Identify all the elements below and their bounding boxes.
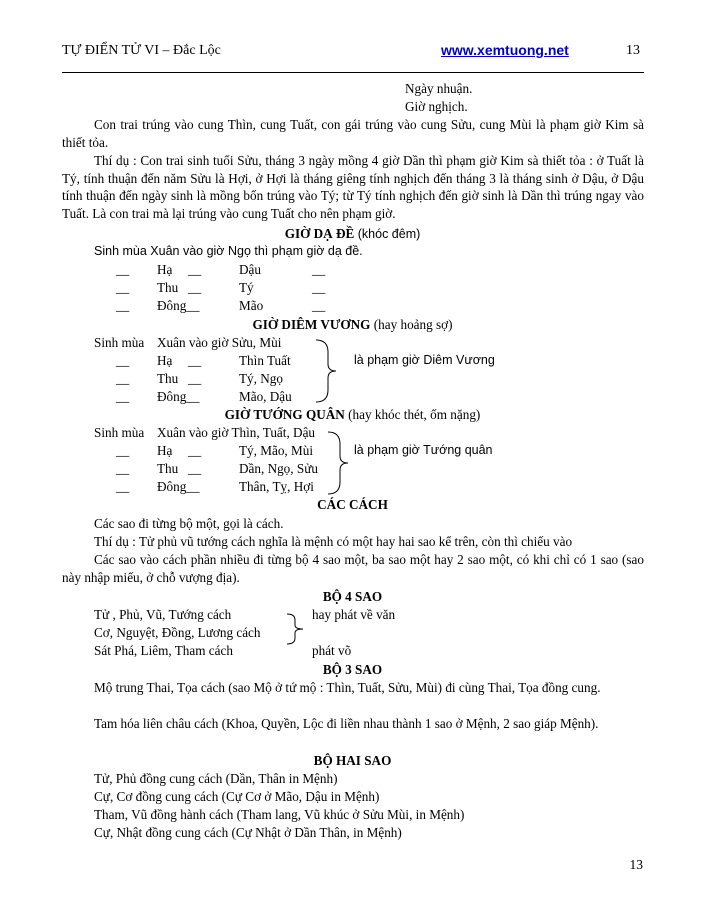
bo-4-sao-row: Tử , Phủ, Vũ, Tướng cách [94,607,232,622]
bo-hai-sao-row: Cự, Nhật đồng cung cách (Cự Nhật ở Dần Thân, in Mệnh) [94,825,402,840]
row-dash: __ [116,262,130,277]
section-title: GIỜ DẠ ĐỀ [284,226,355,241]
row-season: Thu [157,371,179,386]
section-bo-4-sao-heading: BỘ 4 SAO [322,589,383,604]
row-hour: Dần, Ngọ, Sửu [239,461,318,476]
row-dash: __ [116,353,130,368]
section-subtitle: (hay hoảng sợ) [370,317,453,332]
section-bo-3-sao-heading: BỘ 3 SAO [322,662,383,677]
diem-vuong-brace [314,338,338,404]
row-dash: __ [188,443,202,458]
row-hour: Tý [239,280,254,295]
row-season: Hạ [157,353,173,368]
row-dash: __ [312,262,326,277]
row-hour: Tý, Mão, Mùi [239,443,313,458]
row-season: Đông__ [157,479,200,494]
top-line-1: Ngày nhuận. [405,81,473,96]
diem-vuong-lead-b: Xuân vào giờ Sửu, Mùi [157,335,282,350]
section-title: GIỜ DIÊM VƯƠNG [252,317,371,332]
section-diem-vuong-heading [0,316,705,333]
row-dash: __ [188,353,202,368]
row-dash: __ [312,280,326,295]
row-season: Thu [157,461,179,476]
cac-cach-p3: Các sao vào cách phần nhiều đi từng bộ 4 sao một, ba sao một hay 2 sao một, có khi chỉ có 1 sao (sao này nhập miếu, ở chỗ vượng địa). [62,552,644,585]
row-season: Thu [157,280,179,295]
section-tuong-quan-heading [0,406,705,423]
bo-4-sao-brace [285,612,307,646]
row-hour: Mão, Dậu [239,389,292,404]
bo-4-sao-row: Cơ, Nguyệt, Đồng, Lương cách [94,625,261,640]
row-dash: __ [188,461,202,476]
diem-vuong-note: là phạm giờ Diêm Vương [354,353,495,367]
header-rule [62,72,644,73]
row-dash: __ [188,371,202,386]
row-dash: __ [116,479,130,494]
paragraph-example: Thí dụ : Con trai sinh tuổi Sửu, tháng 3 ngày mồng 4 giờ Dần thì phạm giờ Kim sà thiết tỏa : ở Tuất là Tý, tính thuận đến năm Sửu là Hợi, ở Hợi là tháng giêng tính nghịch đến tháng 3 là tháng sinh ở Dậu, ở Dậu tính thuận đến ngày sinh là mồng bốn trúng vào Tý; từ Tý tính nghịch đến giờ sinh là Dần thì trúng ngay vào Tuất. Là con trai mà lại trúng vào cung Tuất cho nên phạm giờ. [62,153,644,221]
row-season: Đông__ [157,389,200,404]
section-subtitle: (khóc đêm) [354,227,421,241]
footer-page-number: 13 [629,857,643,872]
row-hour: Dậu [239,262,261,277]
row-hour: Thân, Tỵ, Hợi [239,479,314,494]
header-page-number: 13 [626,43,640,58]
tuong-quan-note: là phạm giờ Tướng quân [354,443,493,457]
section-subtitle: (hay khóc thét, ốm nặng) [344,407,481,422]
row-dash: __ [116,298,130,313]
row-dash: __ [188,280,202,295]
bo-3-sao-p2: Tam hóa liên châu cách (Khoa, Quyền, Lộc đi liền nhau thành 1 sao ở Mệnh, 2 sao giáp Mệnh). [94,716,599,731]
top-line-2: Giờ nghịch. [405,99,468,114]
row-season: Đông__ [157,298,200,313]
bo-3-sao-p1: Mộ trung Thai, Tọa cách (sao Mộ ở tứ mộ : Thìn, Tuất, Sửu, Mùi) đi cùng Thai, Tọa đồng cung. [94,680,601,695]
section-cac-cach-heading: CÁC CÁCH [317,497,388,512]
row-season: Hạ [157,443,173,458]
row-hour: Mão [239,298,264,313]
diem-vuong-lead-a: Sinh mùa [94,335,145,350]
row-dash: __ [116,280,130,295]
cac-cach-p2: Thí dụ : Tử phủ vũ tướng cách nghĩa là mệnh có một hay hai sao kể trên, còn thì chiếu vào [94,534,573,549]
row-hour: Thìn Tuất [239,353,291,368]
tuong-quan-lead-a: Sinh mùa [94,425,145,440]
row-dash: __ [312,298,326,313]
row-dash: __ [116,443,130,458]
row-hour: Tý, Ngọ [239,371,283,386]
row-dash: __ [188,262,202,277]
row-dash: __ [116,371,130,386]
document-title: TỰ ĐIỂN TỬ VI – Đắc Lộc [62,43,221,58]
row-dash: __ [116,389,130,404]
bo-4-sao-note-van: hay phát về văn [312,607,396,622]
bo-hai-sao-row: Tham, Vũ đồng hành cách (Tham lang, Vũ khúc ở Sửu Mùi, in Mệnh) [94,807,465,822]
website-link[interactable]: www.xemtuong.net [441,42,569,58]
bo-4-sao-row: Sát Phá, Liêm, Tham cách [94,643,233,658]
tuong-quan-brace [326,430,350,496]
bo-hai-sao-row: Tử, Phủ đồng cung cách (Dần, Thân in Mệnh) [94,771,338,786]
bo-4-sao-note-vo: phát võ [312,643,352,658]
section-title: GIỜ TƯỚNG QUÂN [224,407,345,422]
section-bo-hai-sao-heading: BỘ HAI SAO [313,753,392,768]
row-dash: __ [116,461,130,476]
row-season: Hạ [157,262,173,277]
da-de-lead: Sinh mùa Xuân vào giờ Ngọ thì phạm giờ dạ đề. [94,244,363,258]
paragraph-kim-sa: Con trai trúng vào cung Thìn, cung Tuất, con gái trúng vào cung Sửu, cung Mùi là phạm giờ Kim sà thiết tỏa. [62,117,644,150]
tuong-quan-lead-b: Xuân vào giờ Thìn, Tuất, Dậu [157,425,316,440]
section-da-de-heading [0,225,705,243]
cac-cach-p1: Các sao đi từng bộ một, gọi là cách. [94,516,284,531]
bo-hai-sao-row: Cự, Cơ đồng cung cách (Cự Cơ ở Mão, Dậu in Mệnh) [94,789,380,804]
